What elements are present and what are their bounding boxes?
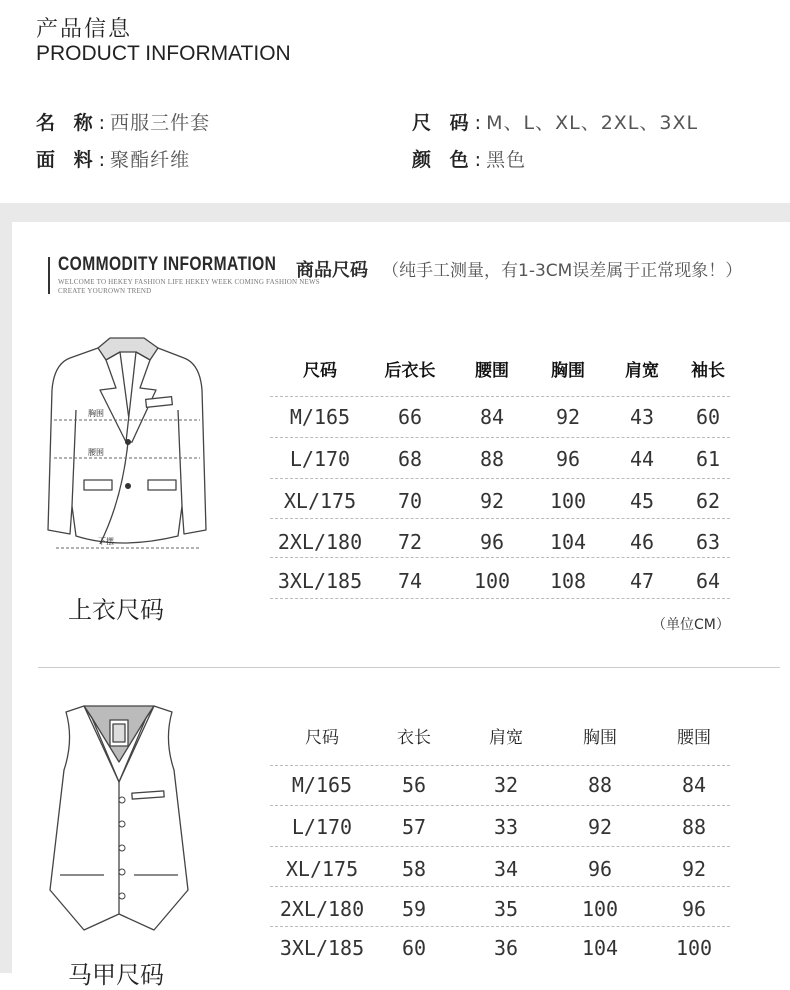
table-cell: 56 [401, 773, 427, 797]
table-header-cell: 胸围 [551, 361, 585, 381]
table-cell: 100 [675, 936, 713, 960]
jacket-size-label: 上衣尺码 [68, 596, 164, 624]
table-cell: 59 [401, 897, 427, 921]
table-row-divider [270, 437, 730, 438]
table-row-divider [270, 518, 730, 519]
table-header-cell: 肩宽 [625, 361, 659, 381]
table-cell: 104 [549, 530, 587, 554]
colon: : [98, 149, 106, 171]
table-row-divider [270, 557, 730, 558]
info-material-row [36, 145, 190, 172]
table-cell: 61 [695, 447, 721, 471]
table-cell: XL/175 [285, 857, 359, 881]
product-info-title-en: PRODUCT INFORMATION [36, 42, 291, 65]
table-cell: 92 [587, 815, 613, 839]
table-cell: 70 [397, 489, 423, 513]
table-cell: 66 [397, 405, 423, 429]
table-cell: 57 [401, 815, 427, 839]
table-cell: 68 [397, 447, 423, 471]
vest-diagram-icon [44, 700, 194, 950]
table-cell: 33 [493, 815, 519, 839]
jacket-diagram-icon [40, 330, 220, 560]
table-row-divider [270, 805, 730, 806]
table-row-divider [270, 765, 730, 766]
header-bar [48, 257, 50, 294]
table-row-divider [270, 598, 730, 599]
table-cell: L/170 [291, 815, 353, 839]
table-cell: 88 [681, 815, 707, 839]
commodity-subline: CREATE YOUROWN TREND [58, 287, 152, 295]
table-cell: M/165 [289, 405, 351, 429]
colon: : [474, 149, 482, 171]
section-divider [38, 667, 780, 668]
table-header-cell: 尺码 [303, 361, 337, 381]
table-cell: 58 [401, 857, 427, 881]
table-cell: 32 [493, 773, 519, 797]
color-label: 颜 色 [412, 149, 475, 171]
table-cell: 45 [629, 489, 655, 513]
table-cell: 84 [479, 405, 505, 429]
name-label: 名 称 [36, 112, 99, 134]
table-cell: 96 [479, 530, 505, 554]
table-header-cell: 袖长 [691, 361, 725, 381]
table-cell: 60 [695, 405, 721, 429]
table-cell: L/170 [289, 447, 351, 471]
table-cell: 34 [493, 857, 519, 881]
color-value: 黑色 [486, 149, 527, 171]
table-cell: 36 [493, 936, 519, 960]
table-cell: 84 [681, 773, 707, 797]
material-value: 聚酯纤维 [110, 149, 191, 171]
table-header-cell: 胸围 [583, 728, 617, 748]
table-header-cell: 腰围 [475, 361, 509, 381]
table-header-cell: 后衣长 [384, 361, 436, 381]
measure-note: （纯手工测量，有1-3CM误差属于正常现象！） [382, 261, 743, 281]
table-row-divider [270, 478, 730, 479]
table-cell: 100 [549, 489, 587, 513]
info-color-row [412, 145, 526, 172]
table-cell: 62 [695, 489, 721, 513]
table-cell: 63 [695, 530, 721, 554]
colon: : [474, 112, 482, 134]
table-cell: 74 [397, 569, 423, 593]
info-size-row [412, 108, 698, 135]
commodity-subline: WELCOME TO HEKEY FASHION LIFE HEKEY WEEK COMING FASHION NEWS [58, 278, 320, 286]
table-cell: 96 [555, 447, 581, 471]
table-header-cell: 肩宽 [489, 728, 523, 748]
table-cell: 64 [695, 569, 721, 593]
chest-label: 胸围 [88, 409, 104, 418]
table-header-cell: 腰围 [677, 728, 711, 748]
table-cell: 2XL/180 [279, 897, 365, 921]
table-header-cell: 衣长 [397, 728, 431, 748]
table-header-cell: 尺码 [305, 728, 339, 748]
table-cell: 47 [629, 569, 655, 593]
table-cell: 96 [681, 897, 707, 921]
table-cell: 3XL/185 [277, 569, 363, 593]
table-cell: 60 [401, 936, 427, 960]
size-value: M、L、XL、2XL、3XL [486, 112, 699, 134]
table-row-divider [270, 846, 730, 847]
table-cell: 46 [629, 530, 655, 554]
size-label: 尺 码 [412, 112, 475, 134]
name-value: 西服三件套 [110, 112, 211, 134]
table-cell: 92 [479, 489, 505, 513]
table-cell: 100 [581, 897, 619, 921]
material-label: 面 料 [36, 149, 99, 171]
hem-label: 下摆 [98, 537, 114, 546]
table-cell: 43 [629, 405, 655, 429]
vest-size-label: 马甲尺码 [68, 961, 164, 989]
product-info-title-cn: 产品信息 [36, 17, 133, 42]
colon: : [98, 112, 106, 134]
table-cell: 44 [629, 447, 655, 471]
table-row-divider [270, 396, 730, 397]
table-cell: 92 [555, 405, 581, 429]
table-cell: 2XL/180 [277, 530, 363, 554]
commodity-title-en: COMMODITY INFORMATION [58, 254, 277, 275]
unit-label: （单位CM） [652, 617, 730, 633]
table-cell: 72 [397, 530, 423, 554]
waist-label: 腰围 [88, 448, 104, 457]
table-cell: 88 [587, 773, 613, 797]
table-cell: 35 [493, 897, 519, 921]
table-cell: 88 [479, 447, 505, 471]
table-cell: 96 [587, 857, 613, 881]
table-cell: 100 [473, 569, 511, 593]
info-name-row [36, 108, 210, 135]
table-cell: 104 [581, 936, 619, 960]
table-cell: 108 [549, 569, 587, 593]
table-cell: M/165 [291, 773, 353, 797]
table-row-divider [270, 926, 730, 927]
table-cell: 92 [681, 857, 707, 881]
commodity-title-cn: 商品尺码 [296, 260, 368, 281]
table-cell: 3XL/185 [279, 936, 365, 960]
table-row-divider [270, 886, 730, 887]
table-cell: XL/175 [283, 489, 357, 513]
